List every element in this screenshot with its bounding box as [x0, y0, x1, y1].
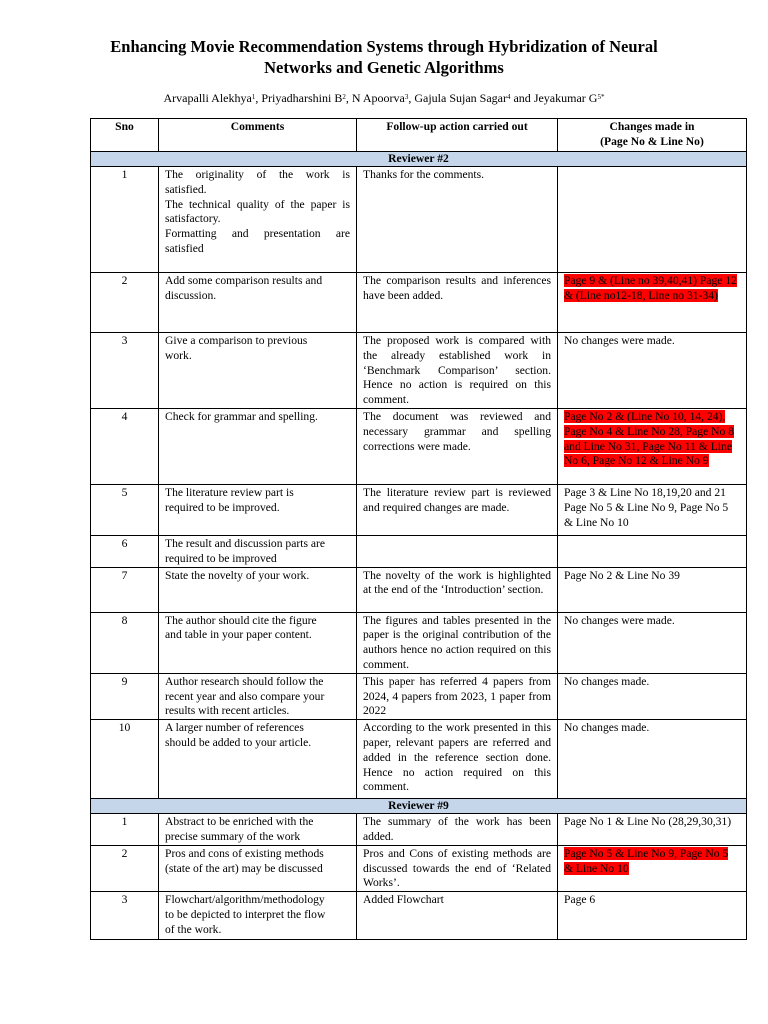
header-action: Follow-up action carried out	[357, 119, 558, 152]
author-affiliation: 5*	[597, 93, 605, 101]
cell-changes: No changes made.	[558, 720, 747, 799]
cell-comments	[159, 612, 357, 673]
comment-line: to be depicted to interpret the flow	[165, 907, 326, 921]
cell-sno: 1	[91, 814, 159, 846]
header-comments: Comments	[159, 119, 357, 152]
cell-comments	[159, 814, 357, 846]
comment-line: Formatting and presentation are	[165, 227, 350, 241]
cell-changes	[558, 273, 747, 333]
cell-sno: 1	[91, 167, 159, 273]
comment-line: Pros and cons of existing methods	[165, 846, 324, 860]
cell-comments	[159, 673, 357, 719]
cell-sno: 9	[91, 673, 159, 719]
comment-line: Add some comparison results and	[165, 274, 323, 287]
comment-line: The literature review part is	[165, 486, 294, 499]
cell-action: The novelty of the work is highlighted at the end of the ‘Introduction’ section.	[357, 567, 558, 612]
highlighted-change: Page No 2 & (Line No 10, 14, 24), Page No 4 & Line No 28, Page No 8 and Line No 31, Page No 11 & Line No 6, Page No 12 & Line No 9	[564, 410, 735, 468]
table-row	[91, 409, 747, 485]
cell-comments	[159, 167, 357, 273]
table-row	[91, 333, 747, 409]
comment-line: Author research should follow the	[165, 674, 324, 688]
cell-action: The summary of the work has been added.	[357, 814, 558, 846]
table-row	[91, 167, 747, 273]
comment-line: Give a comparison to previous	[165, 334, 308, 347]
cell-changes: Page 3 & Line No 18,19,20 and 21 Page No 5 & Line No 9, Page No 5 & Line No 10	[558, 485, 747, 536]
table-row	[91, 567, 747, 612]
comment-line: Flowchart/algorithm/methodology	[165, 893, 325, 907]
cell-changes	[558, 845, 747, 891]
author-separator: ,	[345, 91, 352, 105]
comment-line: satisfactory.	[165, 212, 221, 226]
cell-comments	[159, 333, 357, 409]
cell-sno: 3	[91, 892, 159, 940]
cell-changes	[558, 167, 747, 273]
header-changes-line-2: (Page No & Line No)	[600, 134, 704, 148]
author-separator: and	[510, 91, 534, 105]
title-line-1: Enhancing Movie Recommendation Systems through Hybridization of Neural	[110, 37, 658, 56]
cell-sno: 10	[91, 720, 159, 799]
cell-sno: 2	[91, 273, 159, 333]
author-name: Arvapalli Alekhya	[163, 91, 252, 105]
cell-comments	[159, 567, 357, 612]
cell-changes	[558, 536, 747, 568]
cell-comments	[159, 536, 357, 568]
header-changes-line-1: Changes made in	[609, 120, 695, 133]
comment-line: The technical quality of the paper is	[165, 197, 350, 211]
table-row	[91, 485, 747, 536]
cell-comments	[159, 273, 357, 333]
table-row	[91, 720, 747, 799]
comment-line: discussion.	[165, 288, 217, 302]
author-affiliation: 1	[251, 93, 256, 101]
cell-action: According to the work presented in this paper, relevant papers are referred and added in the reference section done. Hence no action required on this comment.	[357, 720, 558, 799]
section-label: Reviewer #9	[91, 799, 747, 814]
author-affiliation: 2	[342, 93, 346, 101]
cell-changes: Page No 1 & Line No (28,29,30,31)	[558, 814, 747, 846]
comment-line: precise summary of the work	[165, 829, 301, 843]
author-affiliation: 4	[506, 93, 511, 101]
cell-comments	[159, 485, 357, 536]
comment-line: The result and discussion parts are	[165, 537, 326, 550]
comment-line: A larger number of references	[165, 721, 304, 735]
author-name: N Apoorva	[351, 91, 405, 105]
cell-changes: No changes were made.	[558, 612, 747, 673]
section-row	[91, 799, 747, 814]
table-row	[91, 845, 747, 891]
comment-line: and table in your paper content.	[165, 628, 312, 642]
cell-action: The literature review part is reviewed and required changes are made.	[357, 485, 558, 536]
comment-line: satisfied	[165, 241, 204, 255]
author-name: Gajula Sujan Sagar	[414, 91, 507, 105]
comment-line: recent year and also compare your	[165, 689, 325, 703]
cell-changes: Page No 2 & Line No 39	[558, 567, 747, 612]
cell-action: Added Flowchart	[357, 892, 558, 940]
cell-sno: 6	[91, 536, 159, 568]
cell-action: Thanks for the comments.	[357, 167, 558, 273]
document-title	[0, 36, 768, 78]
cell-changes	[558, 409, 747, 485]
author-list	[0, 91, 768, 106]
cell-comments	[159, 720, 357, 799]
comment-line: results with recent articles.	[165, 704, 290, 718]
comment-line: should be added to your article.	[165, 735, 312, 749]
author-name: Priyadharshini B	[261, 91, 343, 105]
cell-action: The document was reviewed and necessary grammar and spelling corrections were made.	[357, 409, 558, 485]
section-row	[91, 152, 747, 167]
comment-line: Check for grammar and spelling.	[165, 410, 318, 423]
cell-action	[357, 536, 558, 568]
title-line-2: Networks and Genetic Algorithms	[264, 58, 504, 77]
author-name: Jeyakumar G	[533, 91, 598, 105]
comment-line: The originality of the work is	[165, 168, 350, 181]
cell-sno: 5	[91, 485, 159, 536]
cell-sno: 7	[91, 567, 159, 612]
table-row	[91, 814, 747, 846]
comment-line: State the novelty of your work.	[165, 568, 310, 582]
comment-line: required to be improved.	[165, 500, 280, 514]
cell-comments	[159, 892, 357, 940]
author-affiliation: 3	[404, 93, 409, 101]
table-header-row	[91, 119, 747, 152]
highlighted-change: Page No 5 & Line No 9, Page No 5 & Line No 10	[564, 846, 729, 875]
header-changes	[558, 119, 747, 152]
comment-line: of the work.	[165, 922, 222, 936]
cell-comments	[159, 845, 357, 891]
comment-line: (state of the art) may be discussed	[165, 861, 323, 875]
comment-line: The author should cite the figure	[165, 613, 317, 627]
section-label: Reviewer #2	[91, 152, 747, 167]
table-row	[91, 892, 747, 940]
header-sno: Sno	[91, 119, 159, 152]
table-row	[91, 273, 747, 333]
cell-action: Pros and Cons of existing methods are discussed towards the end of ‘Related Works’.	[357, 845, 558, 891]
cell-action: The proposed work is compared with the already established work in ‘Benchmark Comparison’ section. Hence no action is required on this comment.	[357, 333, 558, 409]
cell-sno: 2	[91, 845, 159, 891]
comment-line: required to be improved	[165, 551, 277, 565]
cell-action: This paper has referred 4 papers from 2024, 4 papers from 2023, 1 paper from 2022	[357, 673, 558, 719]
comment-line: satisfied.	[165, 182, 207, 196]
table-row	[91, 673, 747, 719]
cell-changes: No changes were made.	[558, 333, 747, 409]
table-row	[91, 536, 747, 568]
cell-sno: 4	[91, 409, 159, 485]
author-separator: ,	[255, 91, 262, 105]
comment-line: work.	[165, 348, 192, 362]
cell-changes: Page 6	[558, 892, 747, 940]
response-table	[90, 118, 747, 940]
cell-action: The comparison results and inferences have been added.	[357, 273, 558, 333]
comment-line: Abstract to be enriched with the	[165, 815, 314, 829]
highlighted-change: Page 9 & (Line no 39,40,41) Page 12 & (Line no12-18, Line no 31-34)	[564, 274, 737, 302]
cell-changes: No changes made.	[558, 673, 747, 719]
cell-sno: 3	[91, 333, 159, 409]
cell-sno: 8	[91, 612, 159, 673]
author-separator: ,	[408, 91, 415, 105]
cell-comments	[159, 409, 357, 485]
cell-action: The figures and tables presented in the paper is the original contribution of the authors hence no action required on this comment.	[357, 612, 558, 673]
table-row	[91, 612, 747, 673]
